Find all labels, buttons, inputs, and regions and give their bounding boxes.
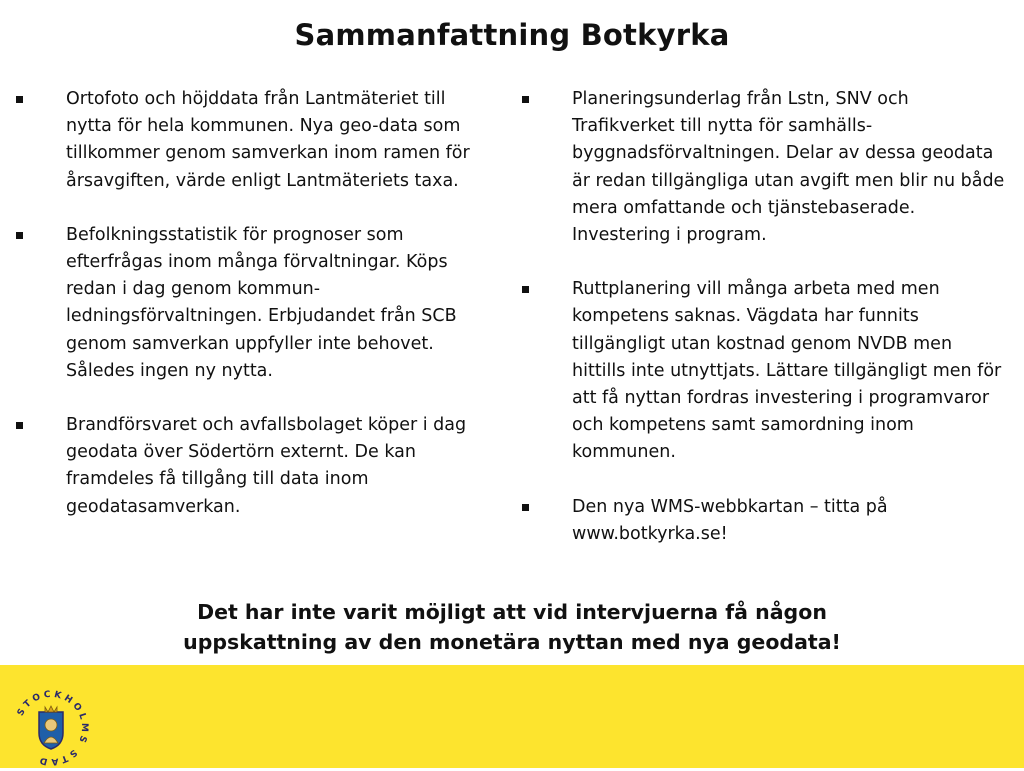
bullet-text: Planeringsunderlag från Lstn, SNV och Trafikverket till nytta för samhälls-byggnadsförvaltningen. Delar av dessa geodata är redan tillgängliga utan avgift men blir nu både mera omfattande och tjänstebaserade. Investering i program. bbox=[572, 89, 1005, 246]
slide-title: Sammanfattning Botkyrka bbox=[294, 18, 730, 52]
bullet-square-icon bbox=[522, 504, 529, 511]
bullet-square-icon bbox=[522, 286, 529, 293]
bullet-item bbox=[520, 276, 1005, 466]
left-bullet-column bbox=[14, 86, 486, 521]
bullet-square-icon bbox=[16, 96, 23, 103]
bullet-text: Ruttplanering vill många arbeta med men kompetens saknas. Vägdata har funnits tillgängligt utan kostnad genom NVDB men hittills inte utnyttjats. Lättare tillgängligt men för att få nyttan fordras investering i programvaror och kompetens samt samordning inom kommunen. bbox=[572, 279, 1002, 463]
bullet-text: Brandförsvaret och avfallsbolaget köper i dag geodata över Södertörn externt. De kan framdeles få tillgång till data inom geodatasamverkan. bbox=[66, 415, 467, 517]
bullet-item bbox=[520, 494, 1005, 548]
bullet-square-icon bbox=[16, 422, 23, 429]
bullet-text: Den nya WMS-webbkartan – titta på www.botkyrka.se! bbox=[572, 496, 888, 544]
bullet-square-icon bbox=[16, 232, 23, 239]
bullet-item bbox=[14, 86, 486, 195]
stockholm-city-seal-icon bbox=[8, 685, 94, 771]
conclusion-statement bbox=[0, 597, 1024, 657]
bullet-square-icon bbox=[522, 96, 529, 103]
bullet-item bbox=[520, 86, 1005, 249]
bullet-text: Ortofoto och höjddata från Lantmäteriet till nytta för hela kommunen. Nya geo-data som tillkommer genom samverkan inom ramen för årsavgiften, värde enligt Lantmäteriets taxa. bbox=[66, 89, 470, 191]
bullet-item bbox=[14, 222, 486, 385]
conclusion-line: uppskattning av den monetära nyttan med nya geodata! bbox=[183, 630, 841, 654]
right-bullet-column bbox=[520, 86, 1005, 548]
bullet-item bbox=[14, 412, 486, 521]
footer-band bbox=[0, 665, 1024, 768]
conclusion-line: Det har inte varit möjligt att vid intervjuerna få någon bbox=[197, 600, 827, 624]
bullet-text: Befolkningsstatistik för prognoser som efterfrågas inom många förvaltningar. Köps redan i dag genom kommun-ledningsförvaltningen. Erbjudandet från SCB genom samverkan uppfyller inte behovet. Således ingen ny nytta. bbox=[66, 224, 457, 381]
logo-ring-text: STOCKHOLMS STAD bbox=[15, 689, 90, 767]
